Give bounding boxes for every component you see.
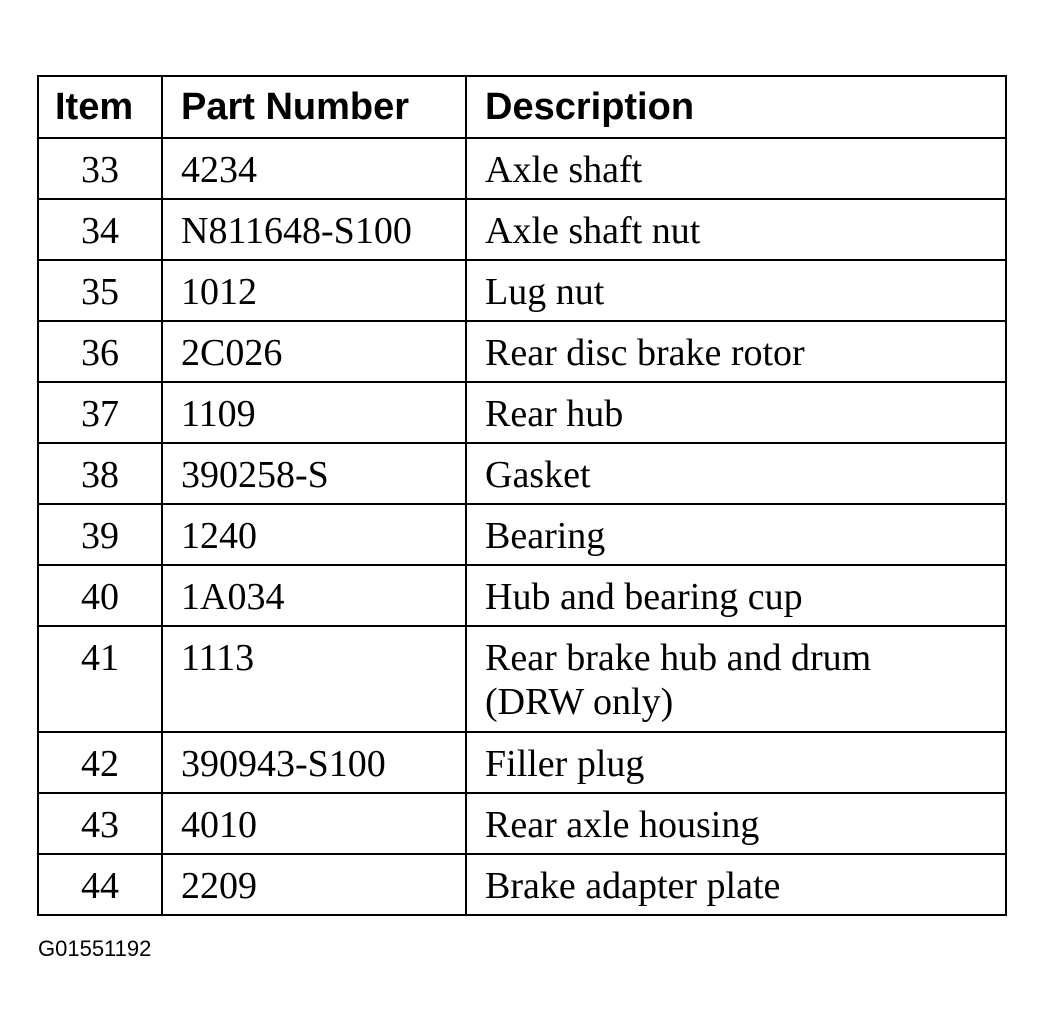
item-cell: 33 xyxy=(38,138,162,199)
item-cell: 39 xyxy=(38,504,162,565)
description-cell: Lug nut xyxy=(466,260,1006,321)
part-number-cell: 390943-S100 xyxy=(162,732,466,793)
part-number-cell: 1A034 xyxy=(162,565,466,626)
header-item: Item xyxy=(38,76,162,138)
table-row xyxy=(38,504,1006,565)
table-row xyxy=(38,854,1006,915)
item-cell: 37 xyxy=(38,382,162,443)
item-cell: 43 xyxy=(38,793,162,854)
table-row xyxy=(38,626,1006,732)
part-number-cell: N811648-S100 xyxy=(162,199,466,260)
item-cell: 35 xyxy=(38,260,162,321)
part-number-cell: 1113 xyxy=(162,626,466,732)
item-cell: 38 xyxy=(38,443,162,504)
table-row xyxy=(38,260,1006,321)
item-cell: 42 xyxy=(38,732,162,793)
part-number-cell: 1109 xyxy=(162,382,466,443)
item-cell: 36 xyxy=(38,321,162,382)
part-number-cell: 1240 xyxy=(162,504,466,565)
header-row xyxy=(38,76,1006,138)
description-cell: Rear brake hub and drum (DRW only) xyxy=(466,626,1006,732)
table-row xyxy=(38,321,1006,382)
part-number-cell: 4010 xyxy=(162,793,466,854)
description-cell: Rear hub xyxy=(466,382,1006,443)
description-cell: Axle shaft xyxy=(466,138,1006,199)
description-cell: Gasket xyxy=(466,443,1006,504)
part-number-cell: 2209 xyxy=(162,854,466,915)
figure-id-label: G01551192 xyxy=(38,936,152,961)
description-cell: Bearing xyxy=(466,504,1006,565)
table-row xyxy=(38,382,1006,443)
part-number-cell: 2C026 xyxy=(162,321,466,382)
part-number-cell: 1012 xyxy=(162,260,466,321)
table-row xyxy=(38,443,1006,504)
item-cell: 34 xyxy=(38,199,162,260)
description-cell: Rear axle housing xyxy=(466,793,1006,854)
header-description: Description xyxy=(466,76,1006,138)
item-cell: 44 xyxy=(38,854,162,915)
table-row xyxy=(38,199,1006,260)
description-cell: Filler plug xyxy=(466,732,1006,793)
description-cell: Hub and bearing cup xyxy=(466,565,1006,626)
table-row xyxy=(38,138,1006,199)
description-cell: Brake adapter plate xyxy=(466,854,1006,915)
item-cell: 40 xyxy=(38,565,162,626)
description-cell: Rear disc brake rotor xyxy=(466,321,1006,382)
table-row xyxy=(38,793,1006,854)
header-part-number: Part Number xyxy=(162,76,466,138)
table-row xyxy=(38,565,1006,626)
part-number-cell: 390258-S xyxy=(162,443,466,504)
item-cell: 41 xyxy=(38,626,162,732)
parts-table xyxy=(37,75,1007,916)
part-number-cell: 4234 xyxy=(162,138,466,199)
table-row xyxy=(38,732,1006,793)
description-cell: Axle shaft nut xyxy=(466,199,1006,260)
